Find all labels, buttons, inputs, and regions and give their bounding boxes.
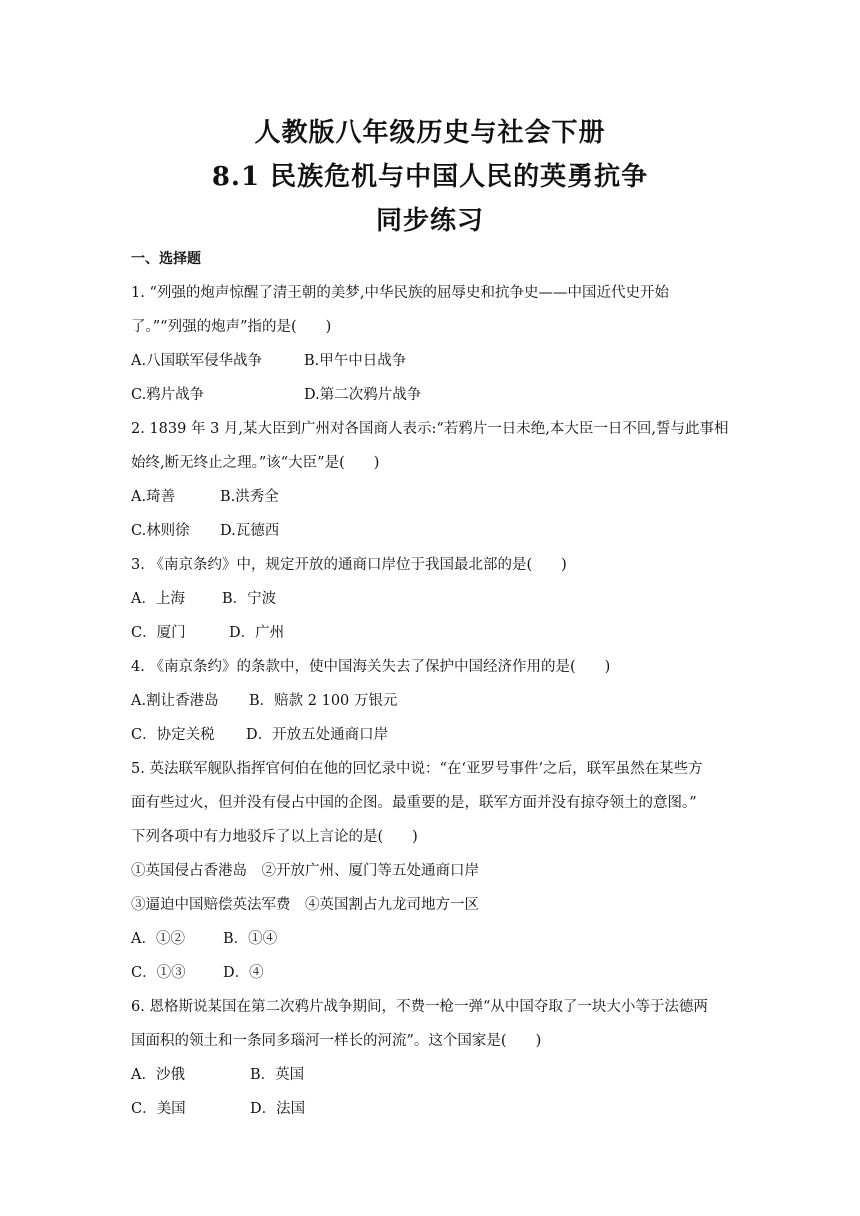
question-4-option-a[interactable]: A.割让香港岛 — [131, 693, 219, 709]
doc-subtitle-2: 同步练习 — [375, 206, 484, 236]
question-3-option-d[interactable]: D．广州 — [229, 625, 285, 641]
question-6-option-b[interactable]: B．英国 — [250, 1067, 305, 1083]
question-2-option-d[interactable]: D.瓦德西 — [220, 523, 280, 539]
question-5-item-1: ①英国侵占香港岛 ②开放广州、厦门等五处通商口岸 — [131, 863, 479, 879]
question-3-option-a[interactable]: A．上海 — [131, 591, 185, 607]
question-6-line-2: 国面积的领土和一条同多瑙河一样长的河流”。这个国家是( ) — [131, 1033, 542, 1049]
question-1-option-a[interactable]: A.八国联军侵华战争 — [131, 353, 263, 369]
question-3-option-b[interactable]: B．宁波 — [222, 591, 277, 607]
question-2-option-b[interactable]: B.洪秀全 — [220, 489, 279, 505]
question-5-option-a[interactable]: A．①② — [131, 931, 185, 947]
question-5-line-2: 面有些过火，但并没有侵占中国的企图。最重要的是，联军方面并没有掠夺领土的意图。” — [131, 795, 697, 811]
question-6-option-c[interactable]: C．美国 — [131, 1101, 186, 1117]
question-5-option-d[interactable]: D．④ — [223, 965, 264, 981]
question-2-line-2: 始终,断无终止之理。”该“大臣”是( ) — [131, 455, 380, 471]
question-1-line-2: 了。”“列强的炮声”指的是( ) — [131, 319, 332, 335]
question-6-option-d[interactable]: D．法国 — [250, 1101, 306, 1117]
question-4-option-b[interactable]: B．赔款 2 100 万银元 — [249, 693, 398, 709]
question-1-option-c[interactable]: C.鸦片战争 — [131, 387, 205, 403]
question-5-line-1: 5. 英法联军舰队指挥官何伯在他的回忆录中说：“在‘亚罗号事件’之后，联军虽然在某些方 — [131, 761, 703, 777]
question-3-line-1: 3. 《南京条约》中，规定开放的通商口岸位于我国最北部的是( ) — [131, 557, 567, 573]
question-1-line-1: 1. “列强的炮声惊醒了清王朝的美梦,中华民族的屈辱史和抗争史——中国近代史开始 — [131, 285, 669, 301]
question-6-option-a[interactable]: A．沙俄 — [131, 1067, 185, 1083]
doc-title: 人教版八年级历史与社会下册 — [254, 118, 606, 148]
question-4-line-1: 4. 《南京条约》的条款中，使中国海关失去了保护中国经济作用的是( ) — [131, 659, 611, 675]
question-1-option-b[interactable]: B.甲午中日战争 — [304, 353, 407, 369]
question-1-option-d[interactable]: D.第二次鸦片战争 — [304, 387, 422, 403]
question-2-line-1: 2. 1839 年 3 月,某大臣到广州对各国商人表示:“若鸦片一日未绝,本大臣一日不回,誓与此事相 — [131, 421, 729, 437]
question-5-option-c[interactable]: C．①③ — [131, 965, 186, 981]
question-2-option-c[interactable]: C.林则徐 — [131, 523, 190, 539]
doc-subtitle: 8.1 民族危机与中国人民的英勇抗争 — [211, 162, 649, 192]
question-5-option-b[interactable]: B．①④ — [223, 931, 278, 947]
section-heading: 一、选择题 — [131, 251, 201, 267]
question-4-option-c[interactable]: C．协定关税 — [131, 727, 215, 743]
question-2-option-a[interactable]: A.琦善 — [131, 489, 176, 505]
question-5-item-2: ③逼迫中国赔偿英法军费 ④英国割占九龙司地方一区 — [131, 897, 479, 913]
question-6-line-1: 6. 恩格斯说某国在第二次鸦片战争期间，不费一枪一弹“从中国夺取了一块大小等于法德两 — [131, 999, 708, 1015]
question-4-option-d[interactable]: D．开放五处通商口岸 — [246, 727, 389, 743]
question-3-option-c[interactable]: C．厦门 — [131, 625, 186, 641]
question-5-line-3: 下列各项中有力地驳斥了以上言论的是( ) — [131, 829, 418, 845]
